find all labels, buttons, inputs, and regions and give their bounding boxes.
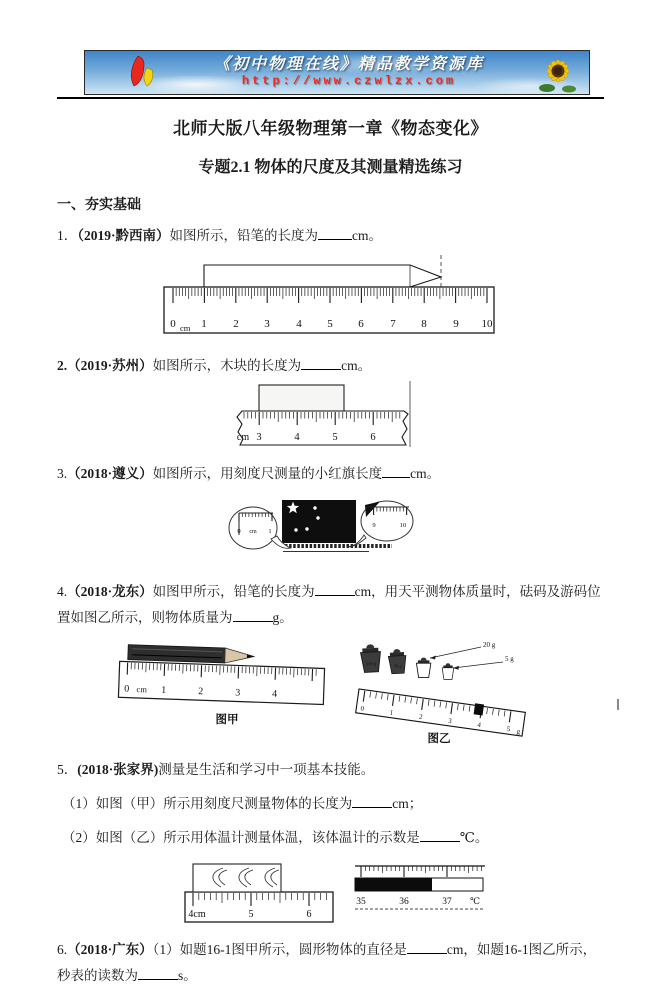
svg-text:2: 2: [233, 318, 239, 330]
scan-artifact-mark: [617, 699, 619, 710]
svg-text:0: 0: [170, 318, 176, 330]
question-5-sub2: （2）如图（乙）所示用体温计测量体温，该体温计的示数是 ℃。: [57, 825, 605, 851]
question-5-sub1: （1）如图（甲）所示用刻度尺测量物体的长度为 cm；: [57, 791, 605, 817]
unit-label: cm。: [352, 228, 382, 243]
figure-pencil-ruler-jia: [109, 637, 339, 729]
weight-100g: [360, 644, 381, 673]
unit-label: cm，: [447, 942, 477, 957]
ruler-body: [237, 411, 408, 445]
svg-text:4: 4: [477, 721, 482, 729]
question-text: 如图甲所示，铅笔的长度为: [153, 584, 315, 599]
ruler-unit: cm: [136, 684, 147, 694]
beam-scale: [356, 687, 526, 736]
page-subtitle: 专题2.1 物体的尺度及其测量精选练习: [57, 154, 604, 177]
svg-text:50 g: 50 g: [394, 663, 403, 668]
question-text: 如图所示，木块的长度为: [153, 358, 302, 373]
question-number: 5．: [57, 762, 77, 777]
svg-text:4cm: 4cm: [188, 909, 205, 920]
svg-text:2: 2: [198, 686, 203, 697]
figure-caption: 图甲: [216, 712, 239, 726]
svg-text:4: 4: [294, 432, 300, 443]
sunflower-icon: [537, 52, 579, 94]
answer-blank: [407, 940, 447, 954]
question-source: （2018·遵义）: [67, 466, 153, 481]
question-text: 如图所示，铅笔的长度为: [170, 228, 319, 243]
question-number: 4.: [57, 584, 67, 599]
unit-label: ℃。: [460, 830, 489, 845]
site-logo-icon: [123, 53, 161, 93]
question-text: 用天平测物体质量时，砝码及游码位置如图乙所示，则物体质量为: [57, 584, 601, 625]
ruler-unit: cm: [180, 323, 191, 333]
question-number: 2.: [57, 358, 67, 373]
svg-text:cm: cm: [249, 529, 257, 535]
section-heading: 一、夯实基础: [57, 194, 605, 214]
svg-text:10: 10: [482, 318, 494, 330]
svg-text:5: 5: [327, 318, 333, 330]
unit-label: g。: [273, 610, 293, 625]
weight-50g: [388, 649, 407, 674]
unit-label: cm。: [410, 466, 440, 481]
question-text: 如题16-1图乙所示，秒表的读数为: [57, 942, 596, 983]
wood-block: [259, 385, 344, 411]
pencil-body: [128, 645, 225, 663]
answer-blank: [420, 828, 460, 842]
question-source: （2019·黔西南）: [77, 228, 169, 243]
figure-ruler-pencil: [143, 253, 605, 341]
svg-text:1: 1: [268, 528, 271, 535]
svg-text:3: 3: [448, 717, 453, 725]
header-divider: [57, 97, 604, 99]
ruler-unit: cm: [237, 432, 249, 443]
svg-text:9: 9: [372, 522, 375, 529]
figure-balance-weights-yi: [353, 637, 543, 745]
worksheet-body: [57, 194, 605, 989]
question-number: 6.: [57, 942, 67, 957]
question-source: (2018·张家界): [77, 762, 158, 777]
svg-text:2: 2: [418, 713, 423, 721]
mercury-column: [355, 878, 432, 891]
svg-text:1: 1: [201, 318, 207, 330]
svg-text:0: 0: [237, 528, 240, 535]
svg-text:8: 8: [421, 318, 427, 330]
question-number: 3.: [57, 466, 67, 481]
svg-text:3: 3: [264, 318, 270, 330]
question-number: 1．: [57, 228, 77, 243]
svg-text:100 g: 100 g: [366, 661, 377, 667]
svg-text:1: 1: [161, 685, 166, 696]
svg-text:37: 37: [442, 897, 452, 907]
svg-text:0: 0: [360, 704, 365, 712]
banner-url-link[interactable]: http://www.czwlzx.com: [161, 75, 537, 87]
question-3: [57, 461, 605, 487]
question-text: （1）如题16-1图甲所示，圆形物体的直径是: [153, 942, 407, 957]
unit-label: s。: [178, 968, 197, 983]
weight-5g: [442, 663, 454, 679]
figure-thermometer-yi: [353, 859, 493, 911]
weight-20g: [416, 658, 430, 678]
answer-blank: [233, 608, 273, 622]
svg-text:3: 3: [256, 432, 261, 443]
svg-text:5: 5: [249, 909, 254, 920]
callout-5g: 5 g: [505, 655, 514, 663]
page-title: 北师大版八年级物理第一章《物态变化》: [57, 114, 604, 139]
question-source: （2018·龙东）: [67, 584, 153, 599]
banner-title: 《初中物理在线》精品教学资源库: [161, 57, 537, 73]
question-text: 如图所示，用刻度尺测量的小红旗长度: [153, 466, 383, 481]
question-1: [57, 223, 605, 249]
answer-blank: [352, 794, 392, 808]
answer-blank: [318, 226, 352, 240]
answer-blank: [382, 464, 410, 478]
svg-text:35: 35: [356, 897, 366, 907]
pencil-shape: [204, 265, 441, 287]
measured-object: [193, 864, 281, 892]
unit-label: cm；: [392, 796, 422, 811]
unit-label: cm。: [341, 358, 371, 373]
question-text: 如图（乙）所示用体温计测量体温，该体温计的示数是: [96, 830, 420, 845]
unit-label: cm，: [355, 584, 385, 599]
site-banner: [84, 50, 590, 95]
figure-ruler-woodblock: [231, 381, 605, 447]
svg-text:4: 4: [272, 689, 277, 700]
question-6: [57, 937, 605, 989]
callout-20g: 20 g: [483, 641, 496, 649]
svg-text:6: 6: [307, 909, 312, 920]
question-text: 如图（甲）所示用刻度尺测量物体的长度为: [96, 796, 353, 811]
question-4: [57, 579, 605, 631]
svg-text:9: 9: [453, 318, 459, 330]
beam-unit: g: [516, 727, 521, 735]
svg-text:7: 7: [390, 318, 396, 330]
temperature-unit: ℃: [470, 896, 480, 906]
figure-ruler-object-jia: [183, 859, 335, 925]
question-source: （2019·苏州）: [67, 358, 153, 373]
svg-text:10: 10: [400, 522, 407, 529]
answer-blank: [138, 966, 178, 980]
figure-caption: 图乙: [428, 731, 451, 745]
svg-text:6: 6: [358, 318, 364, 330]
rider-weight: [474, 703, 484, 715]
question-text: 测量是生活和学习中一项基本技能。: [158, 762, 374, 777]
svg-text:36: 36: [399, 897, 409, 907]
answer-blank: [301, 356, 341, 370]
question-5: [57, 757, 605, 783]
svg-text:3: 3: [235, 687, 240, 698]
svg-text:0: 0: [124, 684, 129, 695]
figure-flag-measurement: [227, 491, 605, 567]
question-2: [57, 353, 605, 379]
svg-text:6: 6: [370, 432, 375, 443]
svg-text:4: 4: [296, 318, 302, 330]
svg-text:5: 5: [506, 725, 511, 733]
question-source: （2018·广东）: [67, 942, 153, 957]
svg-text:5: 5: [332, 432, 337, 443]
answer-blank: [315, 582, 355, 596]
svg-text:1: 1: [389, 709, 394, 717]
